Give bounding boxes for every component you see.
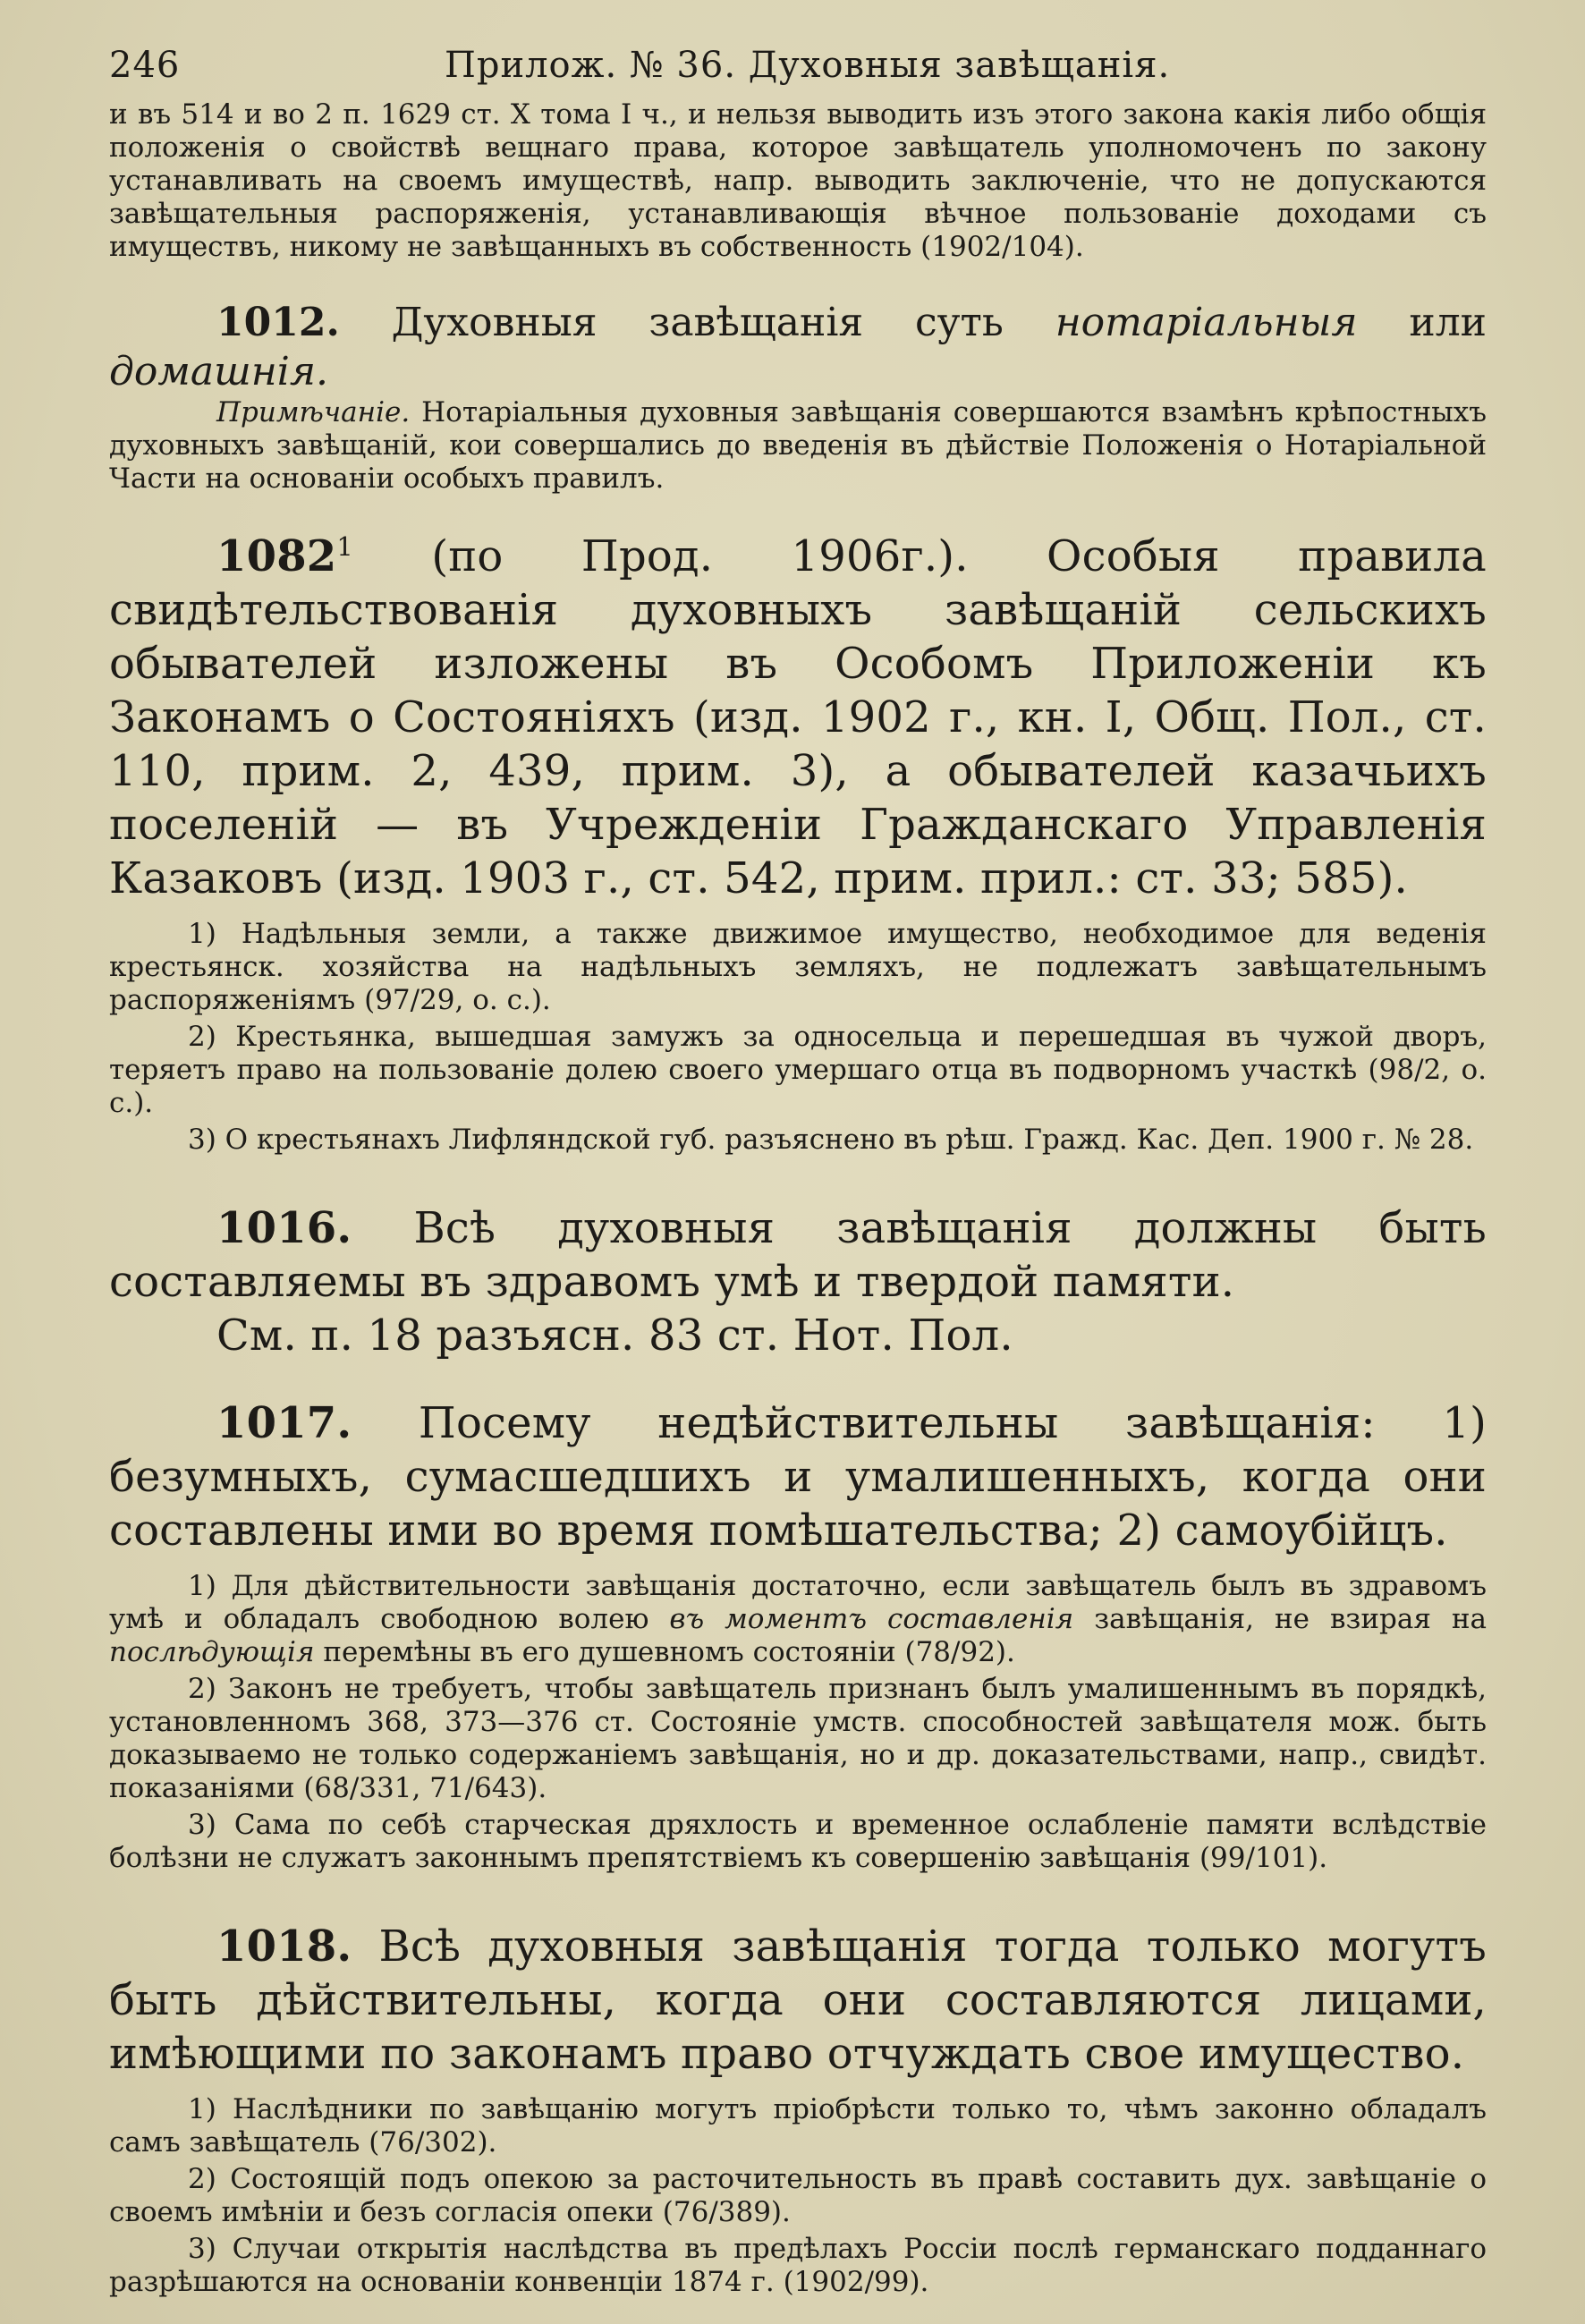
article-1017: 1017. Посему недѣйствительны завѣщанія: 1) безумныхъ, сумасшедшихъ и умалишенныхъ, когда они составлены ими во время помѣшательства; 2) самоубійцъ.	[109, 1398, 1488, 1556]
article-1016-reference: См. п. 18 разъясн. 83 ст. Нот. Пол.	[216, 1310, 1013, 1361]
intro-paragraph: и въ 514 и во 2 п. 1629 ст. X тома I ч., и нельзя выводить изъ этого закона какія либо общія положенія о свойствѣ вещнаго права, которое завѣщатель уполномоченъ по закону устанавливать на своемъ имуществѣ, напр. выводить заключеніе, что не допускаются завѣщательныя распоряженія, устанавливающія вѣчное пользованіе доходами съ имуществъ, никому не завѣщанныхъ въ собственность (1902/104).	[109, 98, 1487, 263]
article-1018-note-1: 1) Наслѣдники по завѣщанію могутъ пріобрѣсти только то, чѣмъ законно обладалъ самъ завѣщатель (76/302).	[109, 2093, 1487, 2159]
article-1082-note-1: 1) Надѣльныя земли, а также движимое имущество, необходимое для веденія крестьянск. хозяйства на надѣльныхъ земляхъ, не подлежатъ завѣщательнымъ распоряженіямъ (97/29, о. с.).	[109, 918, 1487, 1016]
page-number: 246	[109, 45, 181, 86]
article-1082-note-3: 3) О крестьянахъ Лифляндской губ. разъяснено въ рѣш. Гражд. Кас. Деп. 1900 г. № 28.	[188, 1124, 1474, 1156]
article-number: 1012.	[216, 300, 340, 345]
article-1017-note-1: 1) Для дѣйствительности завѣщанія достаточно, если завѣщатель былъ въ здравомъ умѣ и обладалъ свободною волею въ моментъ составленія завѣщанія, не взирая на послѣдующія перемѣны въ его душевномъ состояніи (78/92).	[109, 1570, 1487, 1668]
article-1018-note-2: 2) Состоящій подъ опекою за расточительность въ правѣ составить дух. завѣщаніе о своемъ имѣніи и безъ согласія опеки (76/389).	[109, 2163, 1487, 2228]
article-1017-note-3: 3) Сама по себѣ старческая дряхлость и временное ослабленіе памяти вслѣдствіе болѣзни не служатъ законнымъ препятствіемъ къ совершенію завѣщанія (99/101).	[109, 1809, 1487, 1874]
article-number: 1016.	[216, 1203, 352, 1253]
running-title: Прилож. № 36. Духовныя завѣщанія.	[445, 45, 1171, 86]
article-number: 1017.	[216, 1398, 352, 1448]
article-superscript: 1	[336, 531, 353, 562]
article-number: 1018.	[216, 1921, 352, 1972]
article-1082-1: 1082$^1$ (по Прод. 1906г.). Особыя правила свидѣтельствованія духовныхъ завѣщаній сельскихъ обывателей изложены въ Особомъ Приложеніи къ Законамъ о Состояніяхъ (изд. 1902 г., кн. I, Общ. Пол., ст. 110, прим. 2, 439, прим. 3), а обывателей казачьихъ поселеній — въ Учрежденіи Гражданскаго Управленія Казаковъ (изд. 1903 г., ст. 542, прим. прил.: ст. 33; 585).	[109, 531, 1487, 903]
article-1012-note: Примѣчаніе. Нотаріальныя духовныя завѣщанія совершаются взамѣнъ крѣпостныхъ духовныхъ завѣщаній, кои совершались до введенія въ дѣйствіе Положенія о Нотаріальной Части на основаніи особыхъ правилъ.	[109, 396, 1487, 495]
article-1082-note-2: 2) Крестьянка, вышедшая замужъ за односельца и перешедшая въ чужой дворъ, теряетъ право на пользованіе долею своего умершаго отца въ подворномъ участкѣ (98/2, о. с.).	[109, 1021, 1487, 1119]
article-1016: 1016. Всѣ духовныя завѣщанія должны быть составляемы въ здравомъ умѣ и твердой памяти.	[109, 1203, 1487, 1307]
page-header	[109, 45, 1487, 98]
article-1018-note-3: 3) Случаи открытія наслѣдства въ предѣлахъ Россіи послѣ германскаго подданнаго разрѣшаются на основаніи конвенціи 1874 г. (1902/99).	[109, 2233, 1487, 2298]
article-number: 1082	[216, 531, 337, 581]
article-1012: 1012. Духовныя завѣщанія суть нотаріальныя или домашнія.	[109, 300, 1487, 394]
note-label: Примѣчаніе.	[216, 396, 411, 428]
article-1018: 1018. Всѣ духовныя завѣщанія тогда только могутъ быть дѣйствительны, когда они составляются лицами, имѣющими по законамъ право отчуждать свое имущество.	[109, 1921, 1487, 2079]
article-1017-note-2: 2) Законъ не требуетъ, чтобы завѣщатель признанъ былъ умалишеннымъ въ порядкѣ, установленномъ 368, 373—376 ст. Состояніе умств. способностей завѣщателя мож. быть доказываемо не только содержаніемъ завѣщанія, но и др. доказательствами, напр., свидѣт. показаніями (68/331, 71/643).	[109, 1673, 1487, 1804]
